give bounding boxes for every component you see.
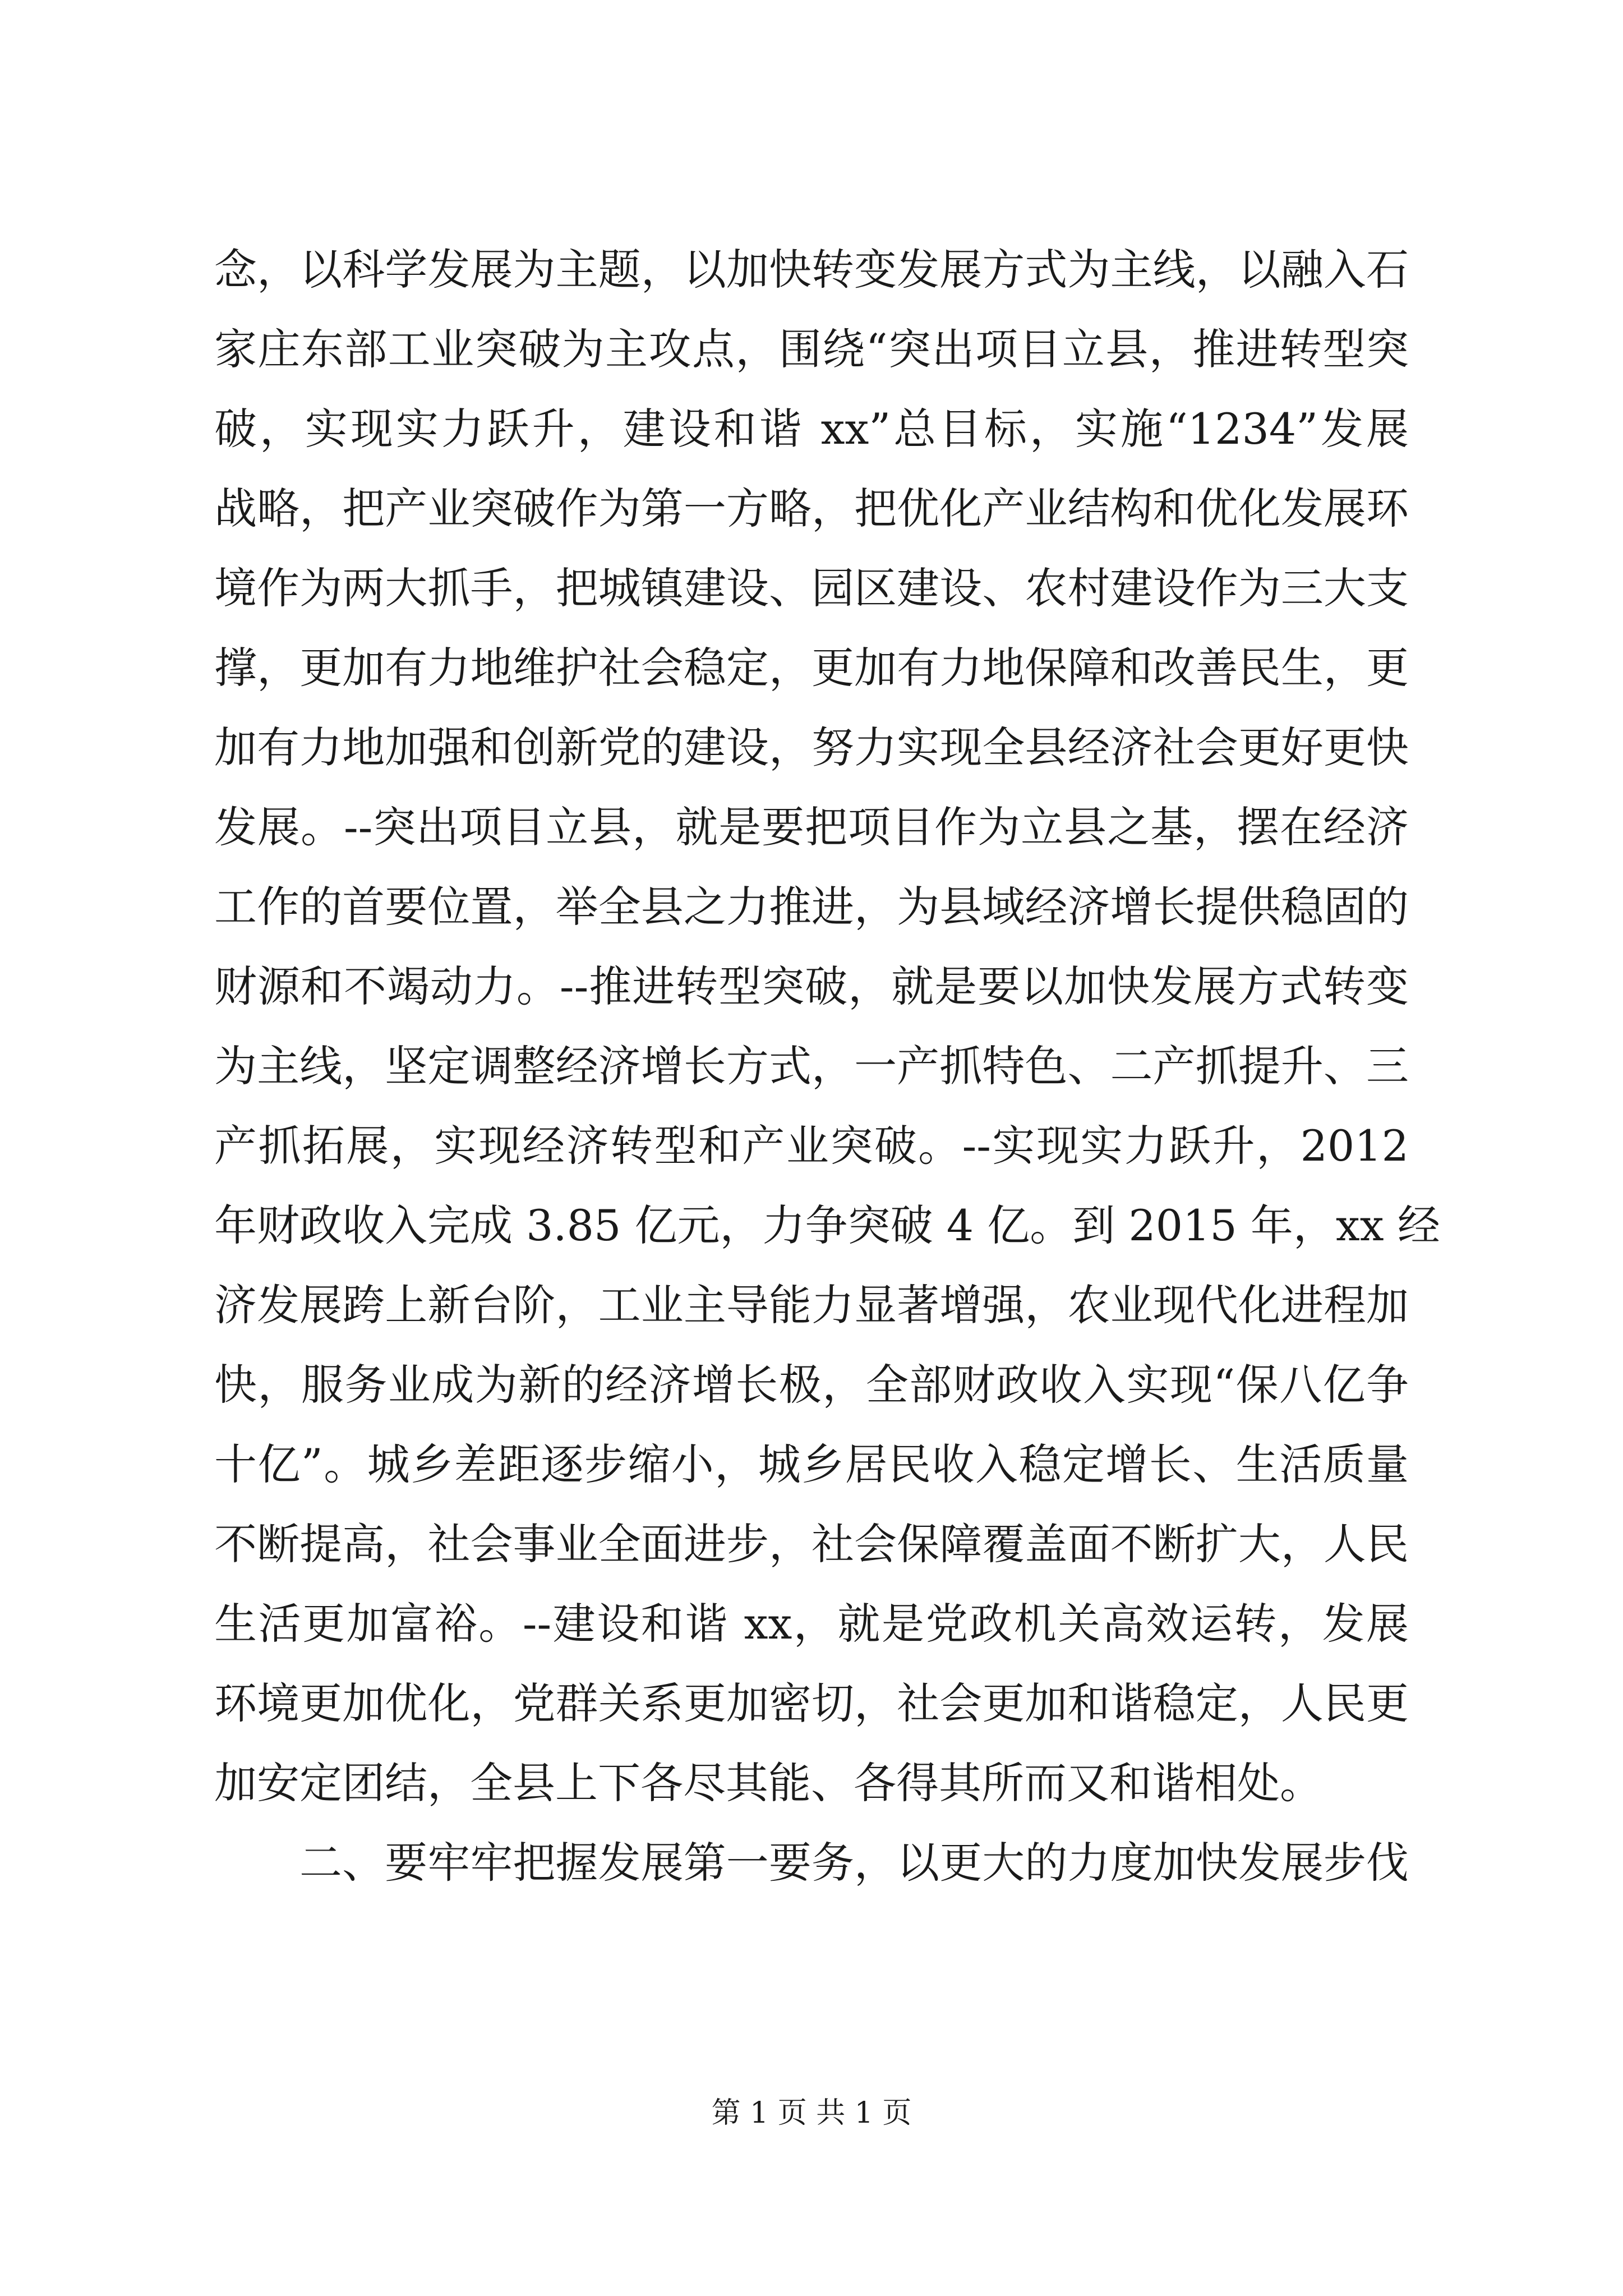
text-line: 为主线，坚定调整经济增长方式，一产抓特色、二产抓提升、三 bbox=[214, 1041, 1409, 1091]
page-footer bbox=[0, 2093, 1623, 2133]
text-line: 家庄东部工业突破为主攻点，围绕“突出项目立县，推进转型突 bbox=[214, 324, 1409, 374]
text-line: 战略，把产业突破作为第一方略，把优化产业结构和优化发展环 bbox=[214, 484, 1409, 533]
text-line: 加有力地加强和创新党的建设，努力实现全县经济社会更好更快 bbox=[214, 723, 1409, 772]
text-line: 年财政收入完成 3.85 亿元，力争突破 4 亿。到 2015 年，xx 经 bbox=[214, 1200, 1440, 1250]
text-line: 快，服务业成为新的经济增长极，全部财政收入实现“保八亿争 bbox=[214, 1360, 1409, 1410]
text-line: 发展。--突出项目立县，就是要把项目作为立县之基，摆在经济 bbox=[214, 802, 1409, 852]
text-line: 财源和不竭动力。--推进转型突破，就是要以加快发展方式转变 bbox=[214, 961, 1409, 1011]
text-line: 撑，更加有力地维护社会稳定，更加有力地保障和改善民生，更 bbox=[214, 643, 1409, 693]
page-number: 第 1 页 共 1 页 bbox=[711, 2096, 912, 2130]
text-line: 不断提高，社会事业全面进步，社会保障覆盖面不断扩大，人民 bbox=[214, 1519, 1409, 1569]
text-line: 破，实现实力跃升，建设和谐 xx”总目标，实施“1234”发展 bbox=[214, 404, 1409, 454]
paragraph-1 bbox=[214, 230, 1440, 1823]
text-line: 产抓拓展，实现经济转型和产业突破。--实现实力跃升，2012 bbox=[214, 1121, 1409, 1171]
text-line: 念，以科学发展为主题，以加快转变发展方式为主线，以融入石 bbox=[214, 245, 1409, 295]
text-line: 环境更加优化，党群关系更加密切，社会更加和谐稳定，人民更 bbox=[214, 1678, 1409, 1728]
text-line: 济发展跨上新台阶，工业主导能力显著增强，农业现代化进程加 bbox=[214, 1280, 1409, 1330]
text-line: 十亿”。城乡差距逐步缩小，城乡居民收入稳定增长、生活质量 bbox=[214, 1439, 1409, 1489]
text-line: 生活更加富裕。--建设和谐 xx，就是党政机关高效运转，发展 bbox=[214, 1599, 1409, 1649]
text-line: 境作为两大抓手，把城镇建设、园区建设、农村建设作为三大支 bbox=[214, 563, 1409, 613]
document-body bbox=[214, 230, 1440, 1903]
text-line: 工作的首要位置，举全县之力推进，为县域经济增长提供稳固的 bbox=[214, 882, 1409, 932]
section-heading-line: 二、要牢牢把握发展第一要务，以更大的力度加快发展步伐 bbox=[299, 1838, 1409, 1888]
paragraph-2 bbox=[214, 1823, 1409, 1903]
text-line: 加安定团结，全县上下各尽其能、各得其所而又和谐相处。 bbox=[214, 1758, 1322, 1808]
